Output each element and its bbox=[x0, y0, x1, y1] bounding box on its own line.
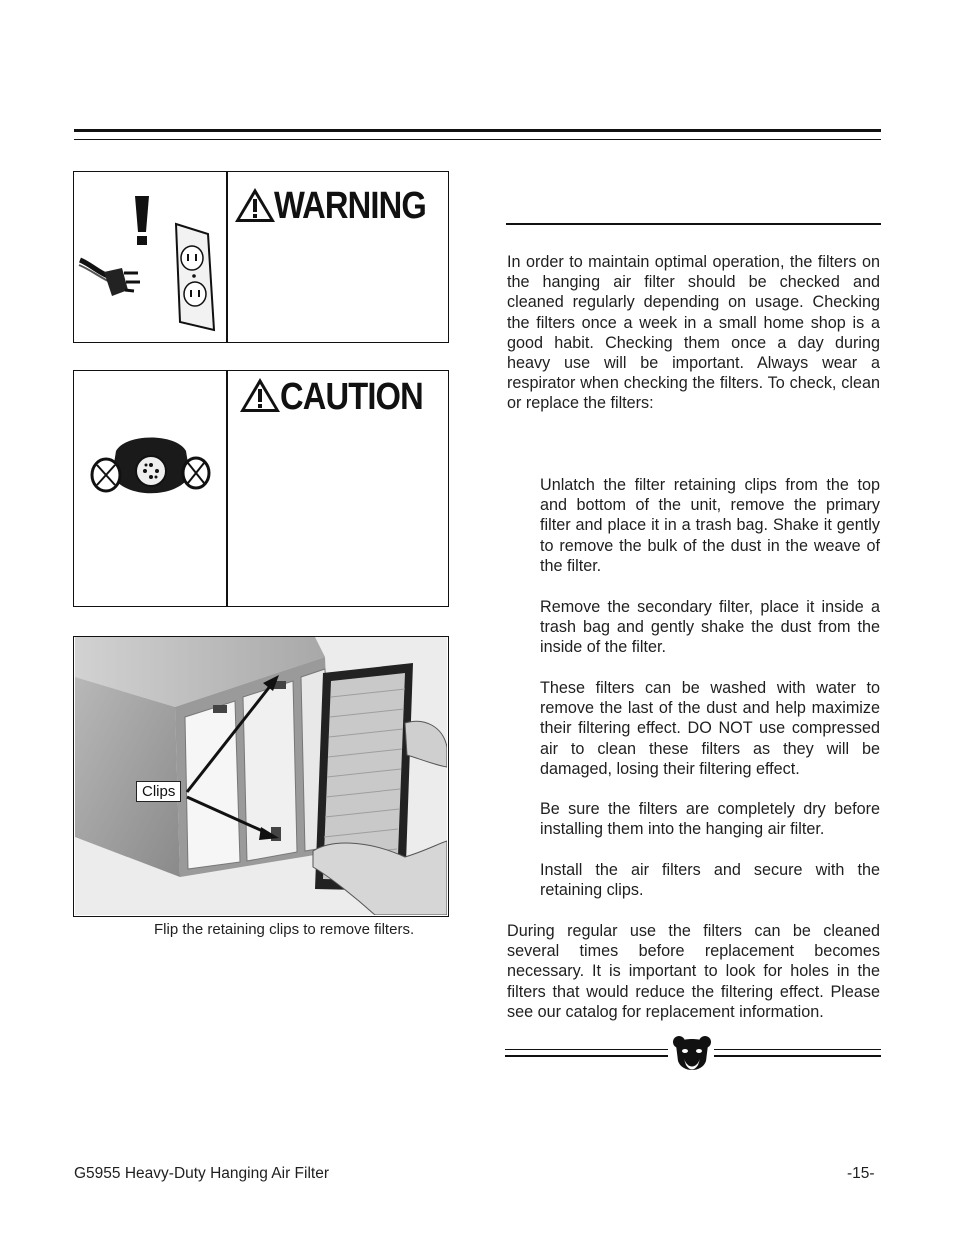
pictogram-group bbox=[74, 172, 226, 342]
end-rule-right-top bbox=[714, 1049, 881, 1050]
end-rule-left-top bbox=[505, 1049, 668, 1050]
step-5: Install the air filters and secure with the retaining clips. bbox=[540, 861, 880, 900]
page-number: -15- bbox=[847, 1165, 875, 1182]
caution-box bbox=[73, 370, 449, 607]
step-3: These filters can be washed with water to remove the last of the dust and help maximize their filtering effect. DO NOT use compressed air to clean these filters as they will be damaged, losing their filtering effect. bbox=[540, 679, 880, 778]
plug-icon bbox=[79, 260, 140, 296]
figure-caption: Flip the retaining clips to remove filters. bbox=[154, 921, 415, 938]
caution-triangle-icon bbox=[239, 377, 281, 413]
exclamation-icon bbox=[135, 196, 149, 245]
warning-label: WARNING bbox=[274, 185, 426, 227]
step-2: Remove the secondary filter, place it inside a trash bag and gently shake the dust from the inside of the filter. bbox=[540, 598, 880, 657]
clips-callout: Clips bbox=[136, 781, 181, 802]
bear-logo-icon bbox=[672, 1035, 712, 1077]
section-rule bbox=[506, 223, 881, 225]
intro-paragraph: In order to maintain optimal operation, the filters on the hanging air filter should be checked and cleaned regularly depending on usage. Checking the filters once a week in a small home shop is a good habit. Checking them once a day during heavy use will be important. Always wear a respirator when checking the filters. To check, clean or replace the filters: bbox=[507, 253, 880, 413]
closing-paragraph: During regular use the filters can be cleaned several times before replacement becomes necessary. It is important to look for holes in the filters that would reduce the filtering effect. Please see our catalog for replacement information. bbox=[507, 922, 880, 1021]
footer-title: G5955 Heavy-Duty Hanging Air Filter bbox=[74, 1165, 330, 1182]
warning-box bbox=[73, 171, 449, 343]
end-rule-right-bottom bbox=[714, 1055, 881, 1057]
air-filter-illustration bbox=[75, 637, 447, 915]
end-rule-left-bottom bbox=[505, 1055, 668, 1057]
step-1: Unlatch the filter retaining clips from the top and bottom of the unit, remove the primary filter and place it in a trash bag. Shake it gently to remove the bulk of the dust in the weave of the filter. bbox=[540, 476, 880, 575]
figure-photo bbox=[75, 637, 447, 915]
respirator-icon bbox=[86, 421, 216, 511]
caution-label: CAUTION bbox=[280, 376, 423, 418]
step-4: Be sure the filters are completely dry before installing them into the hanging air filter. bbox=[540, 800, 880, 839]
header-rule-thin bbox=[74, 139, 881, 140]
outlet-icon bbox=[176, 224, 214, 330]
header-rule-thick bbox=[74, 129, 881, 132]
warning-triangle-icon bbox=[234, 187, 276, 223]
